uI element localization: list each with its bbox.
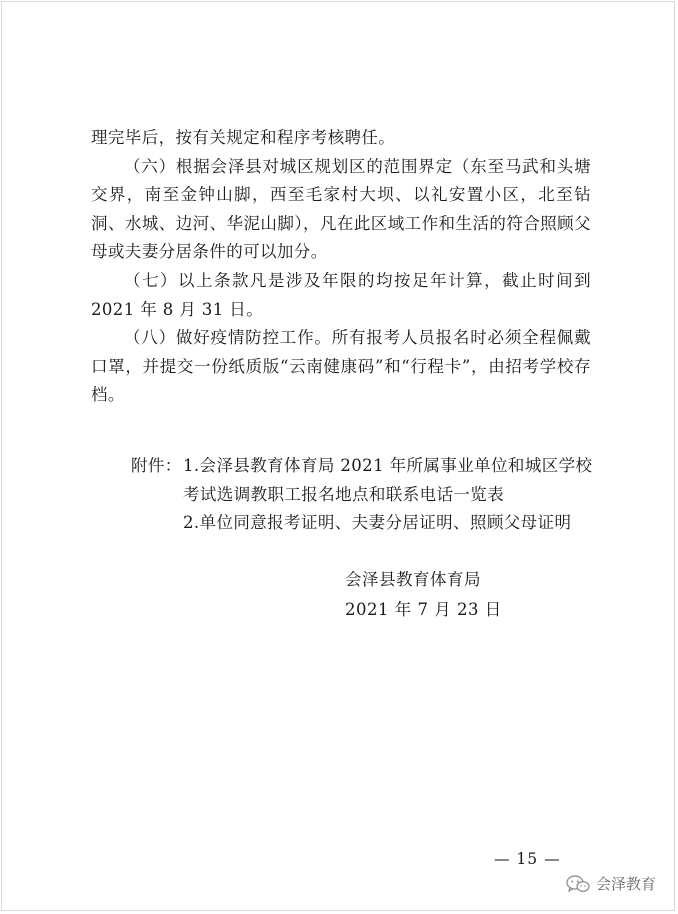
paragraph-item-7: （七）以上条款凡是涉及年限的均按足年计算，截止时间到2021 年 8 月 31 日。 (91, 270, 591, 319)
issue-date: 2021 年 7 月 23 日 (345, 600, 502, 619)
attachment-item-2: 2.单位同意报考证明、夫妻分居证明、照顾父母证明 (183, 513, 572, 533)
page-number: — 15 — (494, 850, 561, 868)
watermark (566, 873, 656, 894)
attachments-section (131, 452, 601, 538)
signature-block (345, 565, 502, 625)
watermark-text: 会泽教育 (596, 875, 657, 893)
body-text (91, 124, 591, 410)
paragraph-item-8: （八）做好疫情防控工作。所有报考人员报名时必须全程佩戴口罩，并提交一份纸质版“云南健康码”和“行程卡”，由招考学校存档。 (91, 328, 591, 405)
wechat-icon (566, 875, 590, 893)
issuing-organization: 会泽县教育体育局 (345, 570, 481, 589)
paragraph-item-6: （六）根据会泽县对城区规划区的范围界定（东至马武和头塘交界，南至金钟山脚，西至毛家村大坝、以礼安置小区，北至钻洞、水城、边河、华泥山脚），凡在此区域工作和生活的符合照顾父母或夫妻分居条件的可以加分。 (91, 156, 591, 262)
attachments-label: 附件： (131, 456, 182, 475)
paragraph-continuation: 理完毕后，按有关规定和程序考核聘任。 (91, 128, 396, 147)
attachment-item-1: 1.会泽县教育体育局 2021 年所属事业单位和城区学校考试选调教职工报名地点和联系电话一览表 (183, 456, 593, 504)
